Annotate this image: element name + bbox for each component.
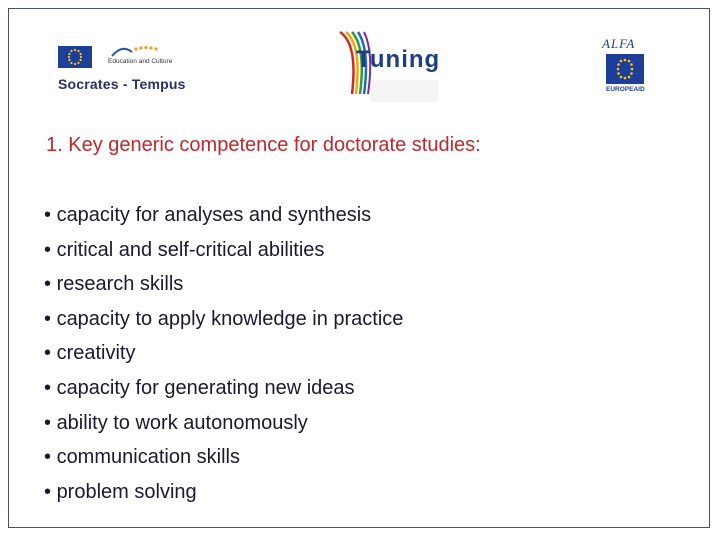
tuning-logo [318,24,441,104]
education-culture-label: Education and Culture [108,58,173,65]
tuning-label: Tuning [356,46,441,73]
list-item: • capacity to apply knowledge in practice [44,305,403,340]
socrates-tempus-logo [58,44,198,98]
education-culture-emblem-icon [110,44,162,58]
europeaid-label: EUROPEAID [606,86,645,93]
section-heading: 1. Key generic competence for doctorate studies: [46,134,481,156]
list-item: • critical and self-critical abilities [44,236,403,271]
list-item: • problem solving [44,478,403,513]
list-item: • capacity for generating new ideas [44,374,403,409]
list-item: • research skills [44,270,403,305]
list-item: • creativity [44,339,403,374]
competence-list [44,201,403,512]
list-item: • communication skills [44,443,403,478]
alfa-europeaid-logo [602,36,662,102]
list-item: • ability to work autonomously [44,409,403,444]
list-item: • capacity for analyses and synthesis [44,201,403,236]
socrates-tempus-label: Socrates - Tempus [58,76,186,92]
alfa-label: ALFA [602,36,636,51]
eu-flag-icon [58,46,92,68]
eu-flag-icon [606,54,644,84]
